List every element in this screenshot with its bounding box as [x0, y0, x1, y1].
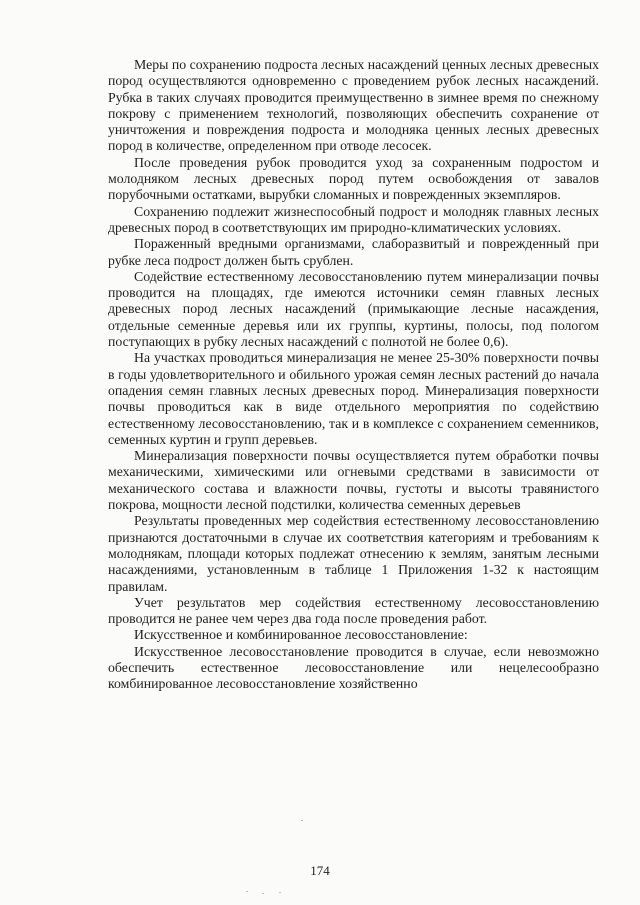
paragraph-results-criteria: Результаты проведенных мер содействия естественному лесовосстановлению признаются достаточными в случае их соответствия категориям и требованиям к молоднякам, площади которых подлежат отнесению к землям, занятым лесными насаждениями, установленным в таблице 1 Приложения 1-32 к настоящим правилам.: [108, 513, 599, 594]
scan-speck: [246, 891, 248, 892]
paragraph-understory-preservation: Меры по сохранению подроста лесных насаждений ценных лесных древесных пород осуществляются одновременно с проведением рубок лесных насаждений. Рубка в таких случаях проводится преимущественно в зимнее время по снежному покрову с применением технологий, позволяющих обеспечить сохранение от уничтожения и повреждения подроста и молодняка ценных лесных древесных пород в количестве, определенном при отводе лесосек.: [108, 57, 599, 154]
scan-speck: [279, 892, 281, 893]
paragraph-artificial-reforestation: Искусственное лесовосстановление проводится в случае, если невозможно обеспечить естественное лесовосстановление или нецелесообразно комбинированное лесовосстановление хозяйственно: [108, 643, 599, 692]
paragraph-viable-understory: Сохранению подлежит жизнеспособный подрост и молодняк главных лесных древесных пород в соответствующих им природно-климатических условиях.: [108, 203, 599, 235]
paragraph-mineralization-methods: Минерализация поверхности почвы осуществляется путем обработки почвы механическими, химическими или огневыми средствами в зависимости от механического состава и влажности почвы, густоты и высоты травянистого покрова, мощности лесной подстилки, количества семенных деревьев: [108, 448, 599, 513]
paragraph-mineralization-share: На участках проводиться минерализация не менее 25-30% поверхности почвы в годы удовлетворительного и обильного урожая семян лесных растений до начала опадения семян главных лесных древесных пород. Минерализация поверхности почвы проводиться как в виде отдельного мероприятия по содействию естественному лесовосстановлению, так и в комплексе с сохранением семенников, семенных куртин и групп деревьев.: [108, 350, 599, 447]
section-heading-artificial-reforestation: Искусственное и комбинированное лесовосстановление:: [134, 627, 468, 643]
paragraph-results-accounting: Учет результатов мер содействия естественному лесовосстановлению проводится не ранее чем через два года после проведения работ.: [108, 594, 599, 627]
paragraph-post-felling-care: После проведения рубок проводится уход за сохраненным подростом и молодняком лесных древесных пород путем освобождения от завалов порубочными остатками, вырубки сломанных и поврежденных экземпляров.: [108, 154, 599, 203]
scan-speck: [262, 893, 264, 894]
scan-speck: [301, 820, 303, 821]
paragraph-damaged-understory: Пораженный вредными организмами, слаборазвитый и поврежденный при рубке леса подрост должен быть срублен.: [108, 236, 599, 268]
paragraph-soil-mineralization: Содействие естественному лесовосстановлению путем минерализации почвы проводится на площадях, где имеются источники семян главных лесных древесных пород лесных насаждений (примыкающие лесные насаждения, отдельные семенные деревья или их группы, куртины, полосы, под пологом поступающих в рубку лесных насаждений с полнотой не более 0,6).: [108, 268, 599, 350]
page-number: 174: [310, 863, 330, 878]
document-page: [108, 57, 599, 693]
